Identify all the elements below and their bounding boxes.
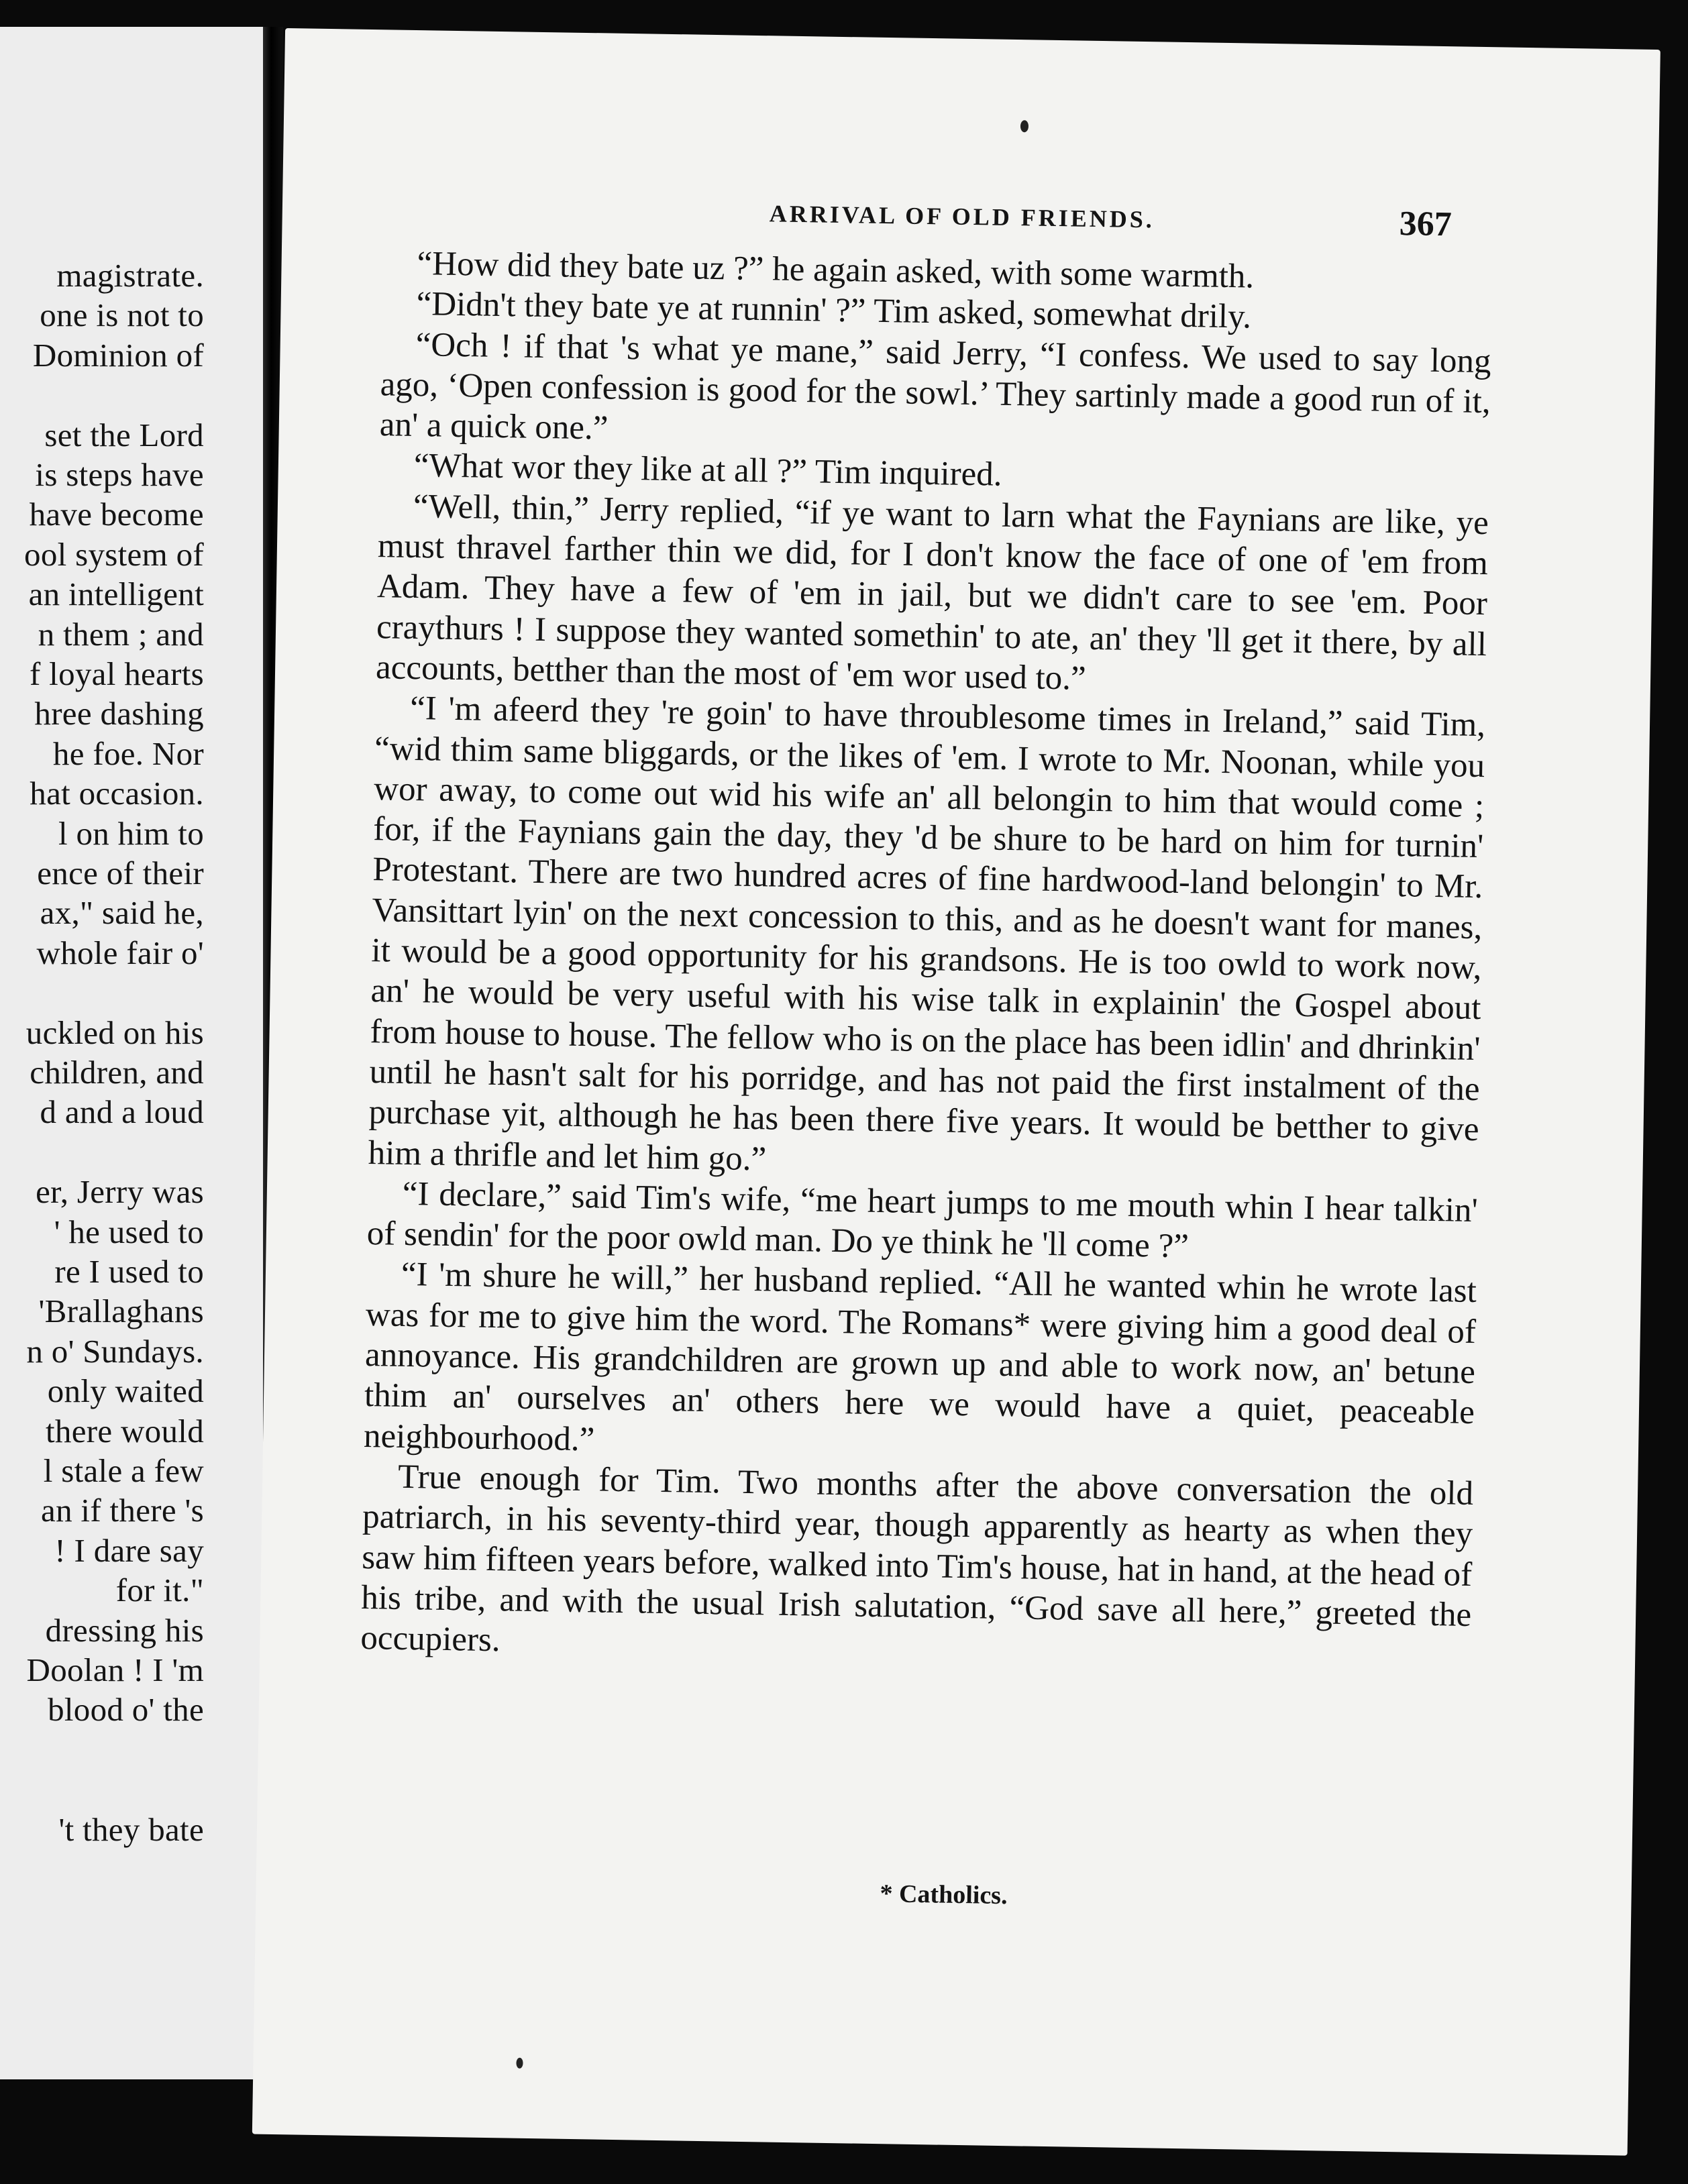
facing-page-line: have become <box>29 496 204 533</box>
facing-page-line: 't they bate <box>58 1810 204 1848</box>
facing-page-line: for it." <box>115 1572 204 1609</box>
facing-page-line: an intelligent <box>28 576 204 613</box>
facing-page-line: Doolan ! I 'm <box>26 1651 204 1688</box>
ink-speck <box>516 2058 523 2069</box>
paragraph: “Och ! if that 's what ye mane,” said Jerry, “I confess. We used to say long ago, ‘Open confession is good for the sowl.’ They sartinly made a good run of it, an' a quick one.” <box>379 325 1491 447</box>
book-page <box>252 28 1660 2156</box>
facing-page-line: ! I dare say <box>54 1531 204 1569</box>
paragraph: “I 'm shure he will,” her husband replied. “All he wanted whin he wrote last was for me to give him the word. The Romans* were giving him a good deal of annoyance. His grandchildren are grown up and able to work now, an' betune thim an' ourselves an' others here we would have a quiet, peaceable neighbourhood.” <box>363 1256 1477 1459</box>
facing-page-line: l stale a few <box>43 1452 204 1489</box>
facing-page-line: 'Brallaghans <box>38 1293 204 1330</box>
paragraph: “Well, thin,” Jerry replied, “if ye want to larn what the Faynians are like, ye must thravel farther thin we did, for I don't know the face of one of 'em from Adam. They have a few of 'em in jail, but we didn't care to see 'em. Poor craythurs ! I suppose they wanted somethin' to ate, an' they 'll get it there, by all accounts, betther than the most of 'em wor used to.” <box>375 487 1489 698</box>
facing-page-line: dressing his <box>45 1611 204 1649</box>
facing-page-line: re I used to <box>54 1253 204 1290</box>
footnote: * Catholics. <box>880 1879 1008 1910</box>
facing-page-line: f loyal hearts <box>30 655 204 692</box>
facing-page-line: uckled on his <box>25 1014 204 1051</box>
facing-page-line: set the Lord <box>44 416 204 453</box>
facing-page-line: blood o' the <box>48 1691 204 1729</box>
paragraph: “I 'm afeerd they 're goin' to have throublesome times in Ireland,” said Tim, “wid thim same bliggards, or the likes of 'em. I wrote to Mr. Noonan, while you wor away, to come out wid his wife an' all belongin to him that would come ; for, if the Faynians gain the day, they 'd be shure to be hard on him for turnin' Protestant. There are two hundred acres of fine hardwood-land belongin' to Mr. Vansittart lyin' on the next concession to this, and as he doesn't want for manes, it would be a good opportunity for his grandsons. He is too owld to work now, an' he would be very useful with his wise talk in explainin' the Gospel about from house to house. The fellow who is on the place has been idlin' and dhrinkin' until he hasn't salt for his porridge, and has not paid the first instalment of the purchase yit, although he has been there five years. It would be betther to give him a thrifle and let him go.” <box>368 690 1486 1178</box>
ink-speck <box>1020 120 1028 132</box>
running-head: ARRIVAL OF OLD FRIENDS. <box>769 200 1155 233</box>
facing-page-line: n o' Sundays. <box>26 1332 204 1370</box>
facing-page-line: he foe. Nor <box>52 734 204 772</box>
paragraph: “How did they bate uz ?” he again asked, with some warmth. <box>417 245 1255 296</box>
facing-page-line: ' he used to <box>54 1213 204 1250</box>
facing-page-fragment <box>0 27 263 2079</box>
facing-page-line: is steps have <box>35 456 204 493</box>
facing-page-line: there would <box>46 1412 204 1450</box>
paragraph: “What wor they like at all ?” Tim inquired. <box>413 447 1002 494</box>
page-number: 367 <box>1399 205 1453 244</box>
facing-page-line: Dominion of <box>32 336 204 374</box>
facing-page-line: ence of their <box>37 855 204 891</box>
facing-page-line: l on him to <box>58 814 204 852</box>
facing-page-line: an if there 's <box>41 1492 204 1529</box>
facing-page-line: d and a loud <box>40 1093 204 1131</box>
body-text <box>360 243 1493 1676</box>
paragraph: “I declare,” said Tim's wife, “me heart jumps to me mouth whin I hear talkin' of sendin' for the poor owld man. Do ye think he 'll come ?” <box>366 1175 1479 1266</box>
facing-page-line: er, Jerry was <box>36 1173 204 1211</box>
facing-page-line: n them ; and <box>38 615 204 653</box>
facing-page-line: ool system of <box>24 535 204 573</box>
paragraph: True enough for Tim. Two months after the above conversation the old patriarch, in his seventy-third year, though apparently as hearty as when they saw him fifteen years before, walked into Tim's house, hat in hand, at the head of his tribe, and with the usual Irish salutation, “God save all here,” greeted the occupiers. <box>360 1458 1474 1659</box>
facing-page-line: one is not to <box>40 296 204 334</box>
facing-page-line: hree dashing <box>34 695 204 732</box>
facing-page-line: hat occasion. <box>30 775 204 812</box>
facing-page-line: only waited <box>47 1372 204 1410</box>
facing-page-line: children, and <box>30 1054 204 1091</box>
facing-page-line: magistrate. <box>56 257 204 294</box>
paragraph: “Didn't they bate ye at runnin' ?” Tim asked, somewhat drily. <box>416 285 1252 336</box>
facing-page-line: whole fair o' <box>36 934 204 971</box>
facing-page-line: ax," said he, <box>40 894 204 932</box>
